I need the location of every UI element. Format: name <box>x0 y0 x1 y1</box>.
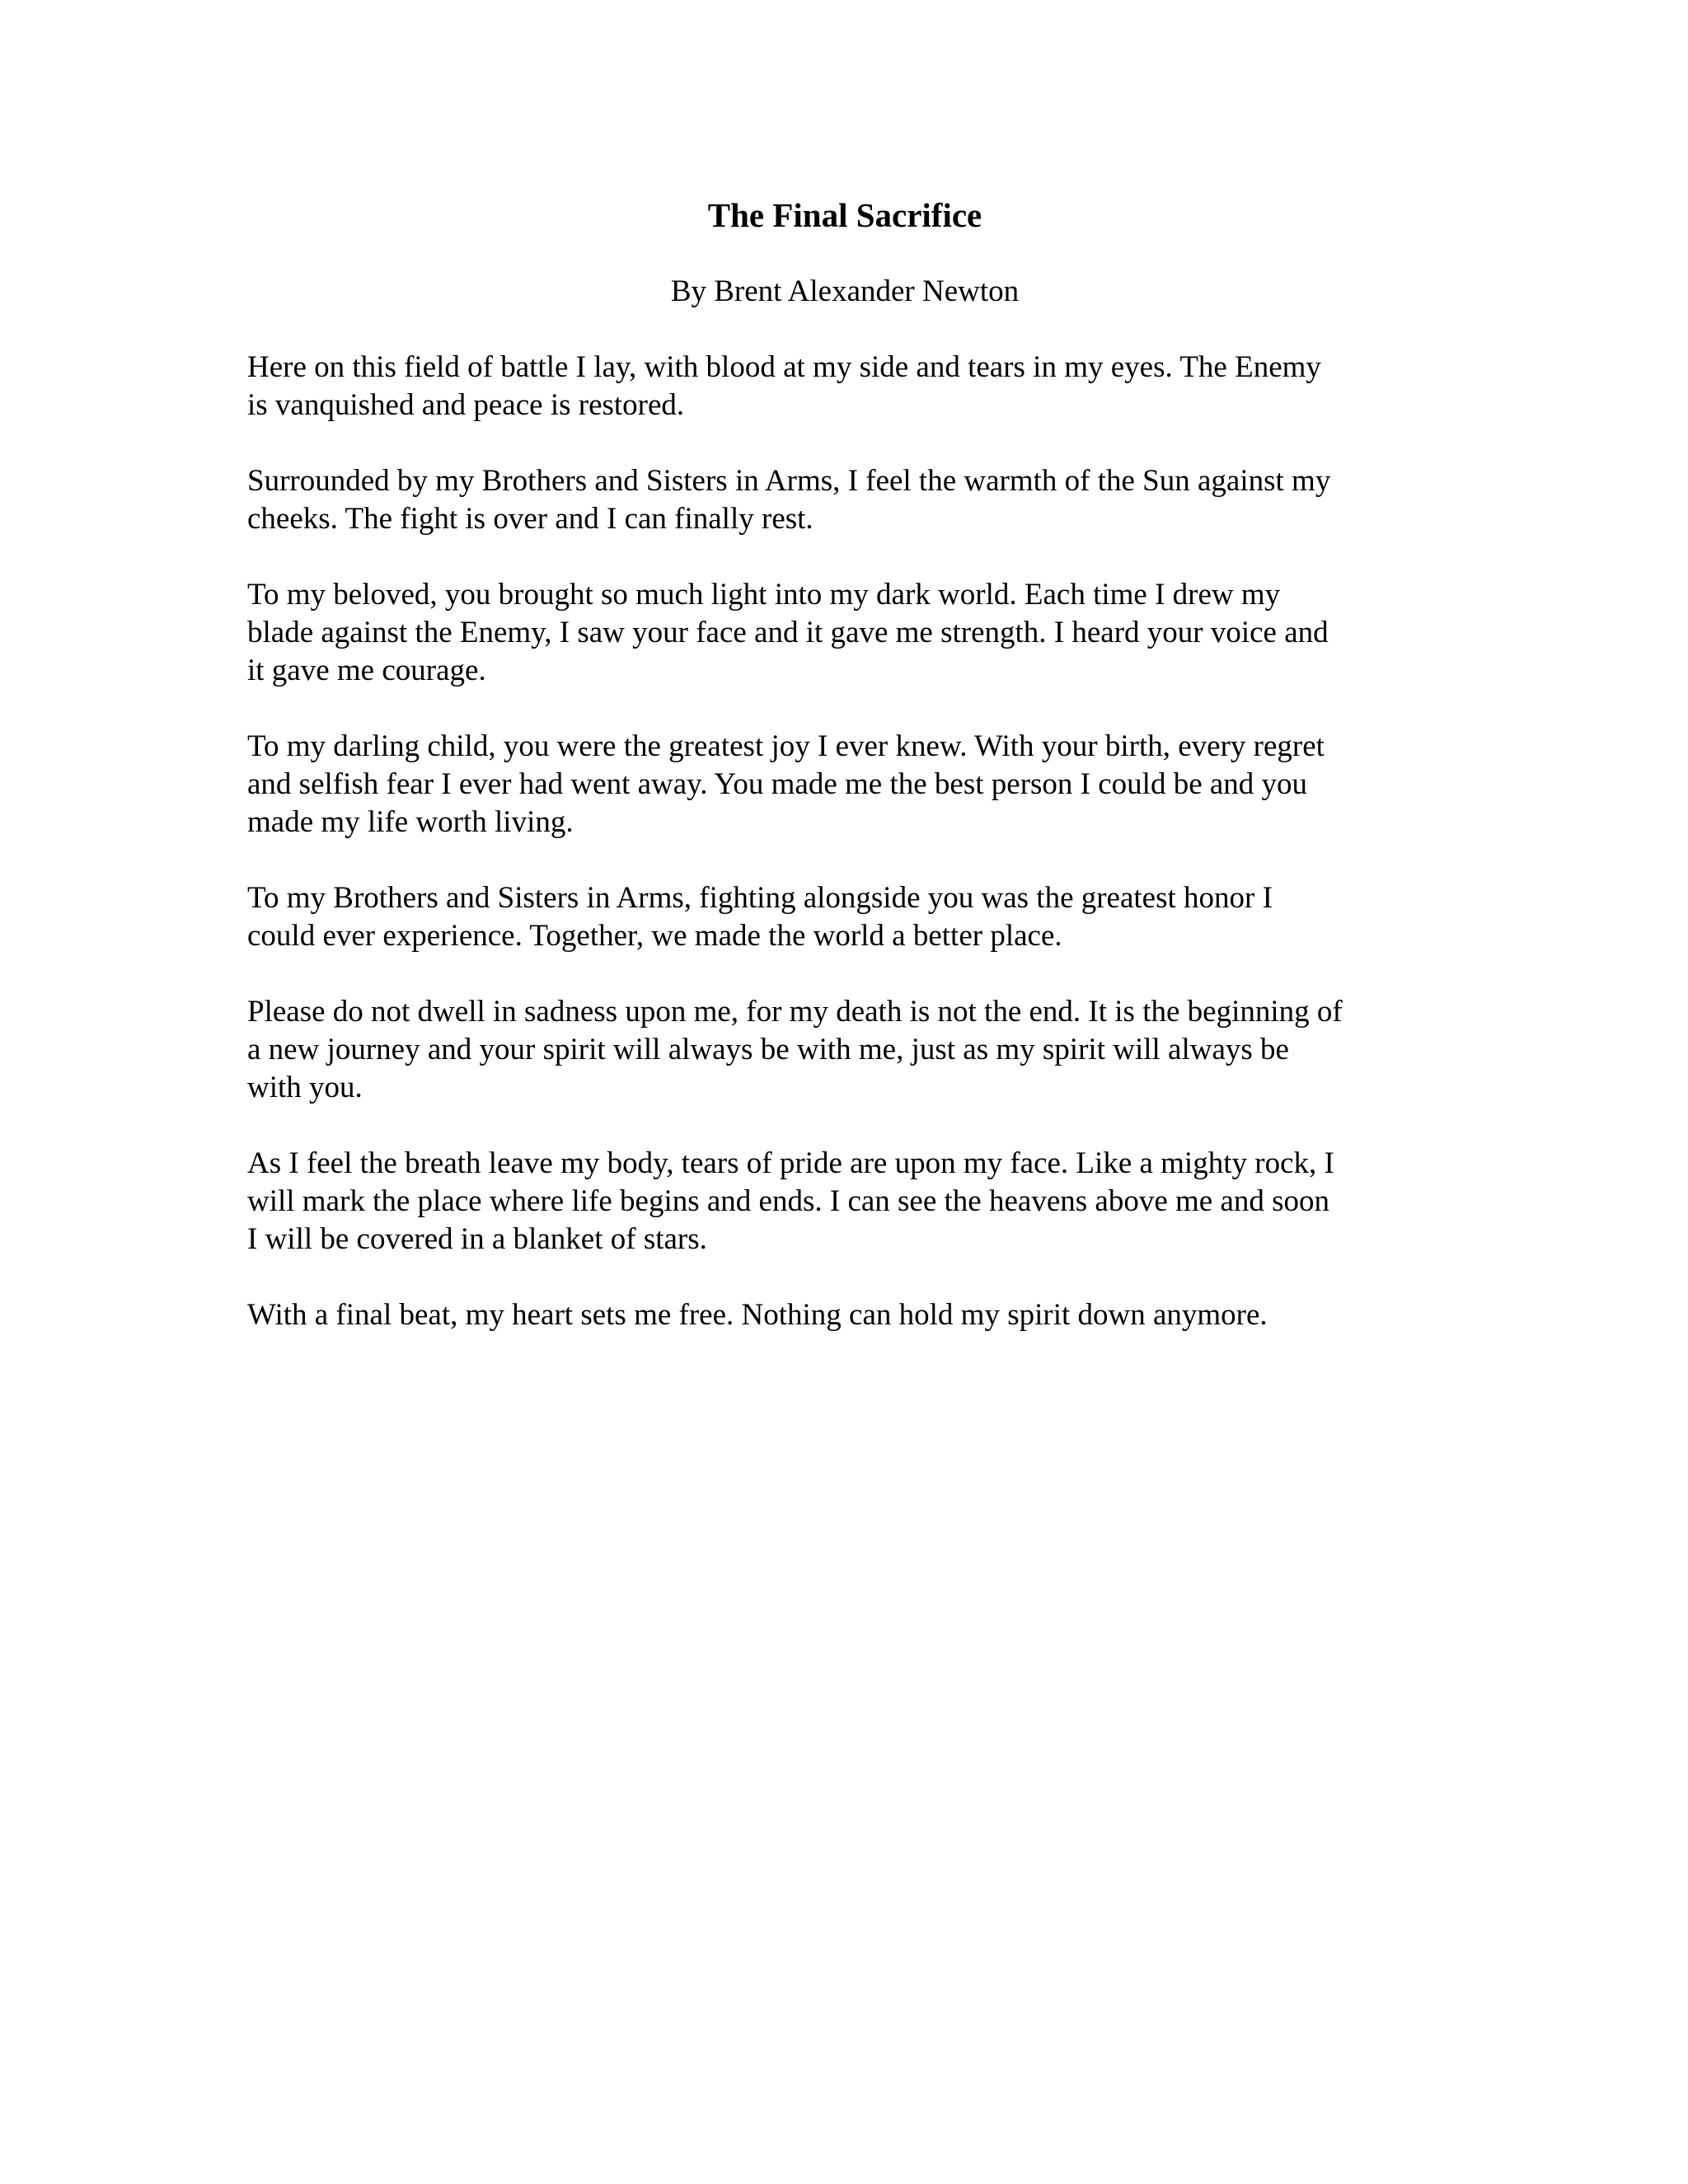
paragraph-8: With a final beat, my heart sets me free. Nothing can hold my spirit down anymore. <box>247 1298 1268 1332</box>
body-text <box>247 349 1442 1334</box>
paragraph-4: To my darling child, you were the greatest joy I ever knew. With your birth, every regret and selfish fear I ever had went away. You made me the best person I could be and you made my life worth living. <box>247 729 1325 839</box>
document-page <box>247 194 1442 1372</box>
document-title: The Final Sacrifice <box>707 196 982 234</box>
paragraph-7: As I feel the breath leave my body, tears of pride are upon my face. Like a mighty rock, I will mark the place where life begins and ends. I can see the heavens above me and soon I will be covered in a blanket of stars. <box>247 1146 1334 1256</box>
paragraph-3: To my beloved, you brought so much light into my dark world. Each time I drew my blade against the Enemy, I saw your face and it gave me strength. I heard your voice and it gave me courage. <box>247 578 1329 687</box>
paragraph-2: Surrounded by my Brothers and Sisters in Arms, I feel the warmth of the Sun against my cheeks. The fight is over and I can finally rest. <box>247 464 1331 536</box>
paragraph-5: To my Brothers and Sisters in Arms, fighting alongside you was the greatest honor I could ever experience. Together, we made the world a better place. <box>247 881 1273 953</box>
paragraph-1: Here on this field of battle I lay, with blood at my side and tears in my eyes. The Enemy is vanquished and peace is restored. <box>247 350 1321 422</box>
paragraph-6: Please do not dwell in sadness upon me, for my death is not the end. It is the beginning of a new journey and your spirit will always be with me, just as my spirit will always be with you. <box>247 995 1343 1104</box>
author-byline: By Brent Alexander Newton <box>670 274 1020 308</box>
